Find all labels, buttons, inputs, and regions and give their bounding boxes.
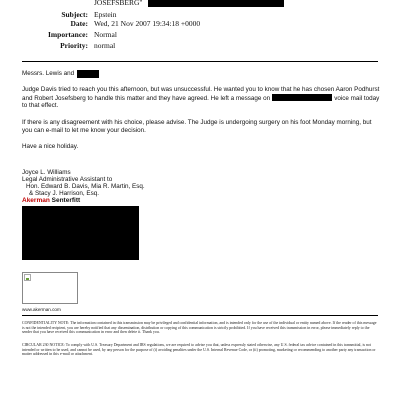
importance-label: Importance: [48,30,88,39]
salutation-text: Messrs. Lewis and [22,70,75,77]
paragraph-1-part-1: Judge Davis tried to reach you this afternoon, but was unsuccessful. He wanted you to know that he has chosen Aaron Podhurst and Robert Josefsberg to handle this matter and they have agreed. He left a message on [22,86,380,102]
priority-label: Priority: [60,41,88,50]
redaction-salutation [77,70,99,78]
website-link[interactable]: www.akerman.com [22,307,61,312]
signature-name: Joyce L. Williams [22,169,71,176]
importance-value: Normal [94,30,117,39]
closing-text: Have a nice holiday. [22,143,79,150]
to-value: JOSEFSBERG" [94,0,143,7]
firm-name-red: Akerman [22,197,50,204]
header-divider [22,61,378,62]
firm-logo-text [22,197,80,204]
redaction-to [148,0,284,7]
image-icon [24,274,31,281]
subject-label: Subject: [61,10,88,19]
paragraph-1-part-2: voice mail today to that effect. [22,94,380,110]
date-value: Wed, 21 Nov 2007 19:34:18 +0000 [94,19,201,28]
paragraph-2 [22,119,382,134]
confidentiality-note: CONFIDENTIALITY NOTE: The information contained in this transmission may be privileged and confidential information, and is intended only for the use of the individual or entity named above. If the reader of this message is not the intended recipient, you are hereby notified that any dissemination, distribution or copying of this communication is strictly prohibited. If you have received this transmission in error, please immediately reply to the sender that you have received this communication in error and then delete it. Thank you. [22,321,377,335]
footer-divider [22,315,378,316]
firm-name-black: Senterfitt [51,197,81,204]
signature-line-4: & Stacy J. Harrison, Esq. [29,190,99,197]
paragraph-2-text: If there is any disagreement with his choice, please advise. The Judge is undergoing surgery on his foot Monday morning, but you can e-mail to let me know your decision. [22,119,372,134]
signature-title: Legal Administrative Assistant to [22,176,113,183]
subject-value: Epstein [94,10,117,19]
priority-value: normal [94,41,116,50]
paragraph-1 [22,86,382,110]
redaction-voicemail [272,94,332,101]
broken-image [22,272,78,304]
salutation [22,70,382,78]
circular-230-notice: CIRCULAR 230 NOTICE: To comply with U.S. Treasury Department and IRS regulations, we are required to advise you that, unless expressly stated otherwise, any U.S. federal tax advice contained in this transmittal, is not intended or written to be used, and cannot be used, by any person for the purpose of (i) avoiding penalties under the U.S. Internal Revenue Code, or (ii) promoting, marketing or recommending to another party any transaction or matter addressed in this e-mail or attachment. [22,343,376,357]
redaction-signature-block [22,206,139,260]
closing [22,143,382,151]
signature-line-3: Hon. Edward B. Davis, Mia R. Martin, Esq. [26,183,145,190]
date-label: Date: [70,19,88,28]
